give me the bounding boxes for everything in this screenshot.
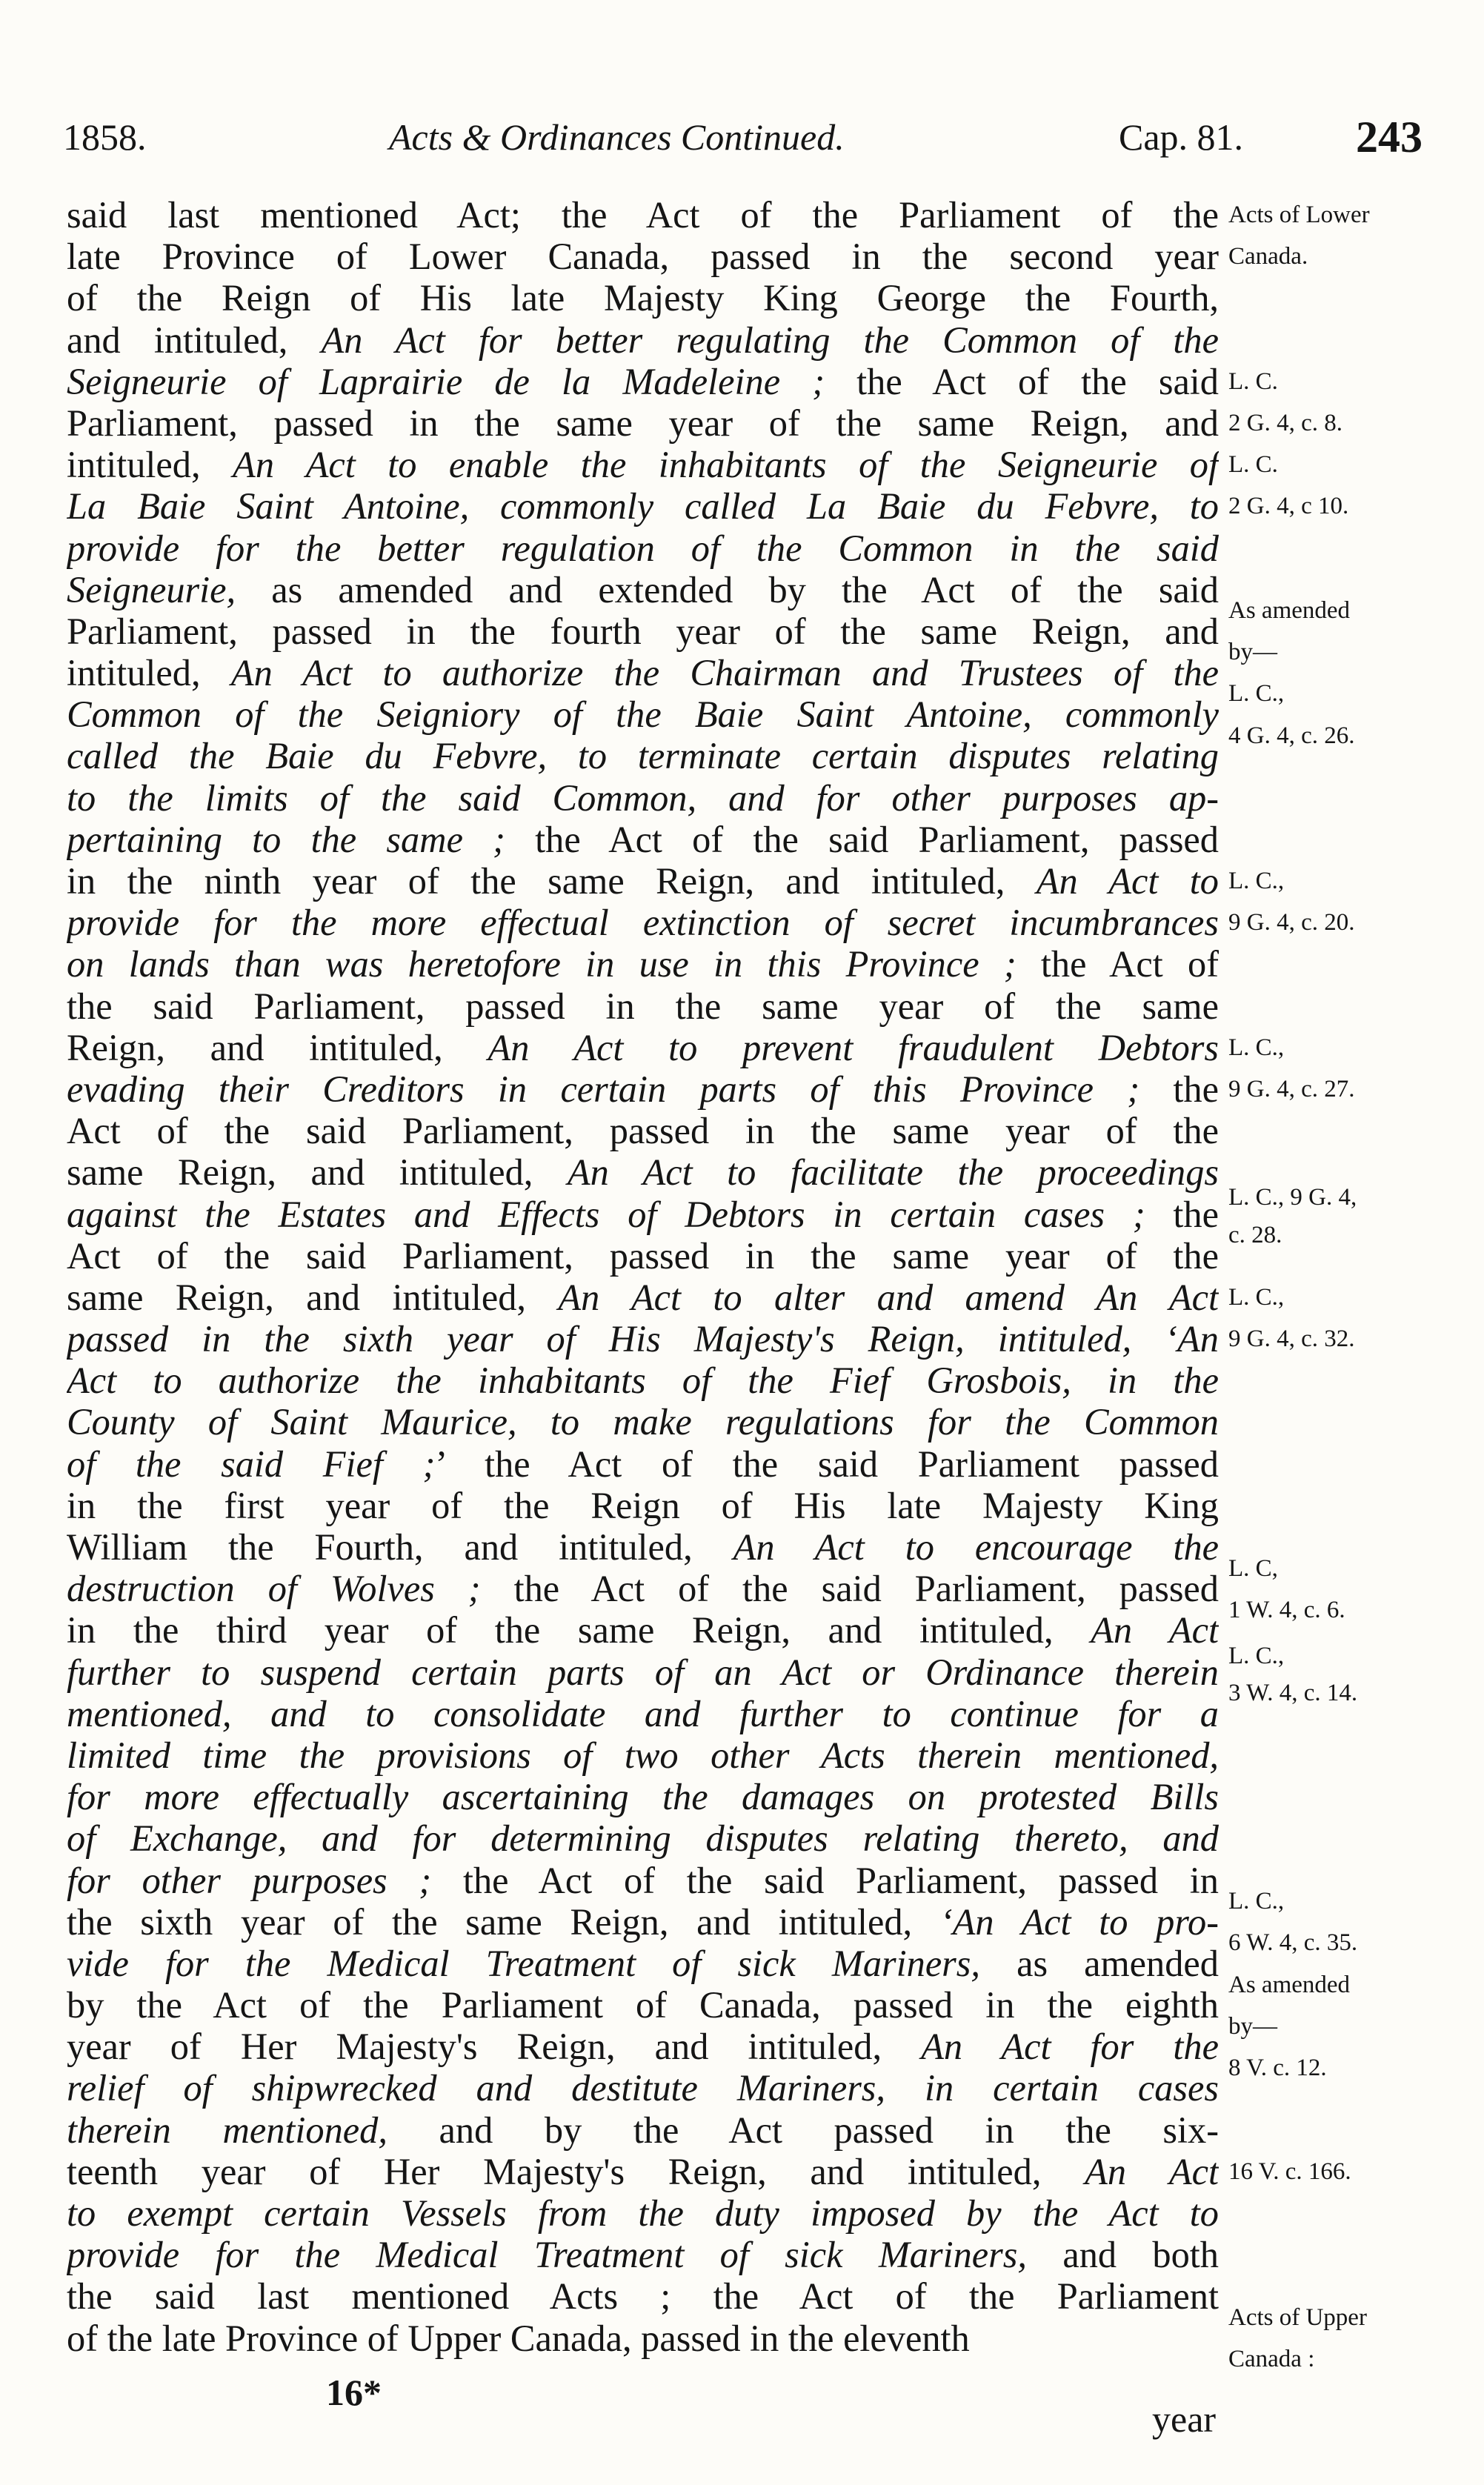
text-span: said last mentioned Act; the Act of the Parliament of the — [67, 194, 1219, 236]
text-span: in the ninth year of the same Reign, and intituled, — [67, 860, 1037, 902]
text-line — [67, 860, 1219, 902]
margin-note: by— — [1228, 639, 1277, 666]
margin-note: L. C., 9 G. 4, — [1228, 1184, 1357, 1211]
margin-note: c. 28. — [1228, 1221, 1282, 1248]
italic-text: against the Estates and Effects of Debtors in certain cases ; — [67, 1193, 1145, 1235]
text-line — [67, 1485, 1219, 1526]
italic-text: An Act to — [1036, 860, 1219, 902]
margin-note: 3 W. 4, c. 14. — [1228, 1680, 1358, 1707]
text-line — [67, 319, 1219, 361]
text-span: as amended — [980, 1942, 1219, 1984]
italic-text: An Act to prevent fraudulent Debtors — [488, 1026, 1219, 1068]
text-line — [67, 1817, 1219, 1859]
italic-text: to the limits of the said Common, and for other purposes ap- — [67, 776, 1219, 819]
italic-text: provide for the more effectual extinction of secret incumbrances — [67, 902, 1219, 944]
text-span: intituled, — [67, 652, 231, 694]
margin-note: L. C, — [1228, 1554, 1278, 1582]
italic-text: An Act to encourage the — [733, 1526, 1219, 1568]
text-line — [67, 444, 1219, 485]
text-line — [67, 1943, 1219, 1984]
italic-text: for more effectually ascertaining the damages on protested Bills — [67, 1776, 1219, 1818]
margin-note: L. C. — [1228, 367, 1278, 395]
text-line — [67, 819, 1219, 860]
text-line — [67, 1526, 1219, 1568]
header-year: 1858. — [63, 116, 147, 158]
text-span: year of Her Majesty's Reign, and intituled, — [67, 2026, 922, 2068]
text-span: Parliament, passed in the fourth year of the same Reign, and — [67, 610, 1219, 652]
text-span: and both — [1027, 2234, 1219, 2276]
text-line — [67, 1901, 1219, 1943]
italic-text: of Exchange, and for determining disputes relating thereto, and — [67, 1817, 1219, 1860]
italic-text: for other purposes ; — [67, 1859, 432, 1901]
text-line — [67, 1860, 1219, 1901]
text-line — [67, 361, 1219, 402]
italic-text: therein mentioned, — [67, 2109, 387, 2151]
italic-text: An Act for better regulating the Common of the — [321, 319, 1219, 361]
text-line — [67, 2192, 1219, 2234]
margin-note: L. C. — [1228, 451, 1278, 479]
page-number: 243 — [1356, 113, 1423, 162]
catchword: year — [1152, 2398, 1217, 2440]
text-line — [67, 1568, 1219, 1609]
text-line — [67, 1194, 1219, 1235]
italic-text: ‘An Act to pro- — [939, 1900, 1219, 1943]
running-header — [63, 111, 1423, 163]
text-line — [67, 1776, 1219, 1817]
text-span: the said last mentioned Acts ; the Act of the Parliament — [67, 2275, 1219, 2318]
text-line — [67, 1651, 1219, 1693]
text-span: and by the Act passed in the six- — [387, 2109, 1219, 2151]
italic-text: An Act — [1085, 2150, 1219, 2192]
text-line — [67, 1693, 1219, 1734]
italic-text: An Act to facilitate the proceedings — [567, 1151, 1219, 1194]
text-line — [67, 611, 1219, 652]
text-span: the — [1145, 1193, 1219, 1235]
text-span: the sixth year of the same Reign, and intituled, — [67, 1900, 940, 1943]
text-span: the — [1139, 1068, 1219, 1110]
italic-text: County of Saint Maurice, to make regulations for the Common — [67, 1401, 1219, 1443]
italic-text: further to suspend certain parts of an Act or Ordinance therein — [67, 1651, 1219, 1693]
margin-note: As amended — [1228, 1971, 1351, 1998]
text-line — [67, 1443, 1219, 1485]
text-line — [67, 1235, 1219, 1277]
italic-text: An Act to alter and amend An Act — [558, 1276, 1219, 1318]
italic-text: Common of the Seigniory of the Baie Saint Antoine, commonly — [67, 693, 1219, 736]
text-line — [67, 1068, 1219, 1110]
text-span: late Province of Lower Canada, passed in the second year — [67, 236, 1219, 278]
margin-note: 9 G. 4, c. 27. — [1228, 1076, 1355, 1103]
text-line — [67, 528, 1219, 569]
italic-text: Act to authorize the inhabitants of the Fief Grosbois, in the — [67, 1360, 1219, 1402]
text-line — [67, 1734, 1219, 1776]
text-line — [67, 902, 1219, 943]
text-span: William the Fourth, and intituled, — [67, 1526, 733, 1568]
italic-text: evading their Creditors in certain parts of this Province ; — [67, 1068, 1140, 1110]
text-span: Act of the said Parliament, passed in the same year of the — [67, 1110, 1219, 1152]
italic-text: passed in the sixth year of His Majesty's Reign, intituled, ‘An — [67, 1318, 1219, 1360]
italic-text: mentioned, and to consolidate and further to continue for a — [67, 1692, 1219, 1734]
text-line — [67, 402, 1219, 444]
text-line — [67, 2275, 1219, 2317]
text-span: of the late Province of Upper Canada, passed in the eleventh — [67, 2317, 970, 2359]
text-line — [67, 2026, 1219, 2067]
text-span: ’ the Act of the said Parliament passed — [435, 1443, 1219, 1485]
margin-note: L. C., — [1228, 680, 1285, 708]
margin-note: L. C., — [1228, 1888, 1285, 1915]
text-span: the Act of the said Parliament, passed — [480, 1568, 1219, 1610]
margin-note: 9 G. 4, c. 20. — [1228, 909, 1355, 937]
text-span: Parliament, passed in the same year of the same Reign, and — [67, 402, 1219, 444]
text-span: in the third year of the same Reign, and intituled, — [67, 1609, 1091, 1651]
margin-note: Acts of Lower — [1228, 202, 1370, 228]
margin-note: 16 V. c. 166. — [1228, 2158, 1351, 2186]
text-line — [67, 652, 1219, 693]
italic-text: on lands than was heretofore in use in this Province ; — [67, 943, 1016, 985]
italic-text: called the Baie du Febvre, to terminate certain disputes relating — [67, 735, 1219, 777]
text-line — [67, 2234, 1219, 2275]
italic-text: An Act for the — [921, 2026, 1219, 2068]
margin-note: 6 W. 4, c. 35. — [1228, 1929, 1358, 1957]
text-line — [67, 1360, 1219, 1401]
text-line — [67, 1277, 1219, 1318]
text-span: Reign, and intituled, — [67, 1026, 488, 1068]
italic-text: Seigneurie of Laprairie de la Madeleine ; — [67, 360, 825, 402]
text-line — [67, 1110, 1219, 1151]
italic-text: to exempt certain Vessels from the duty imposed by the Act to — [67, 2192, 1219, 2234]
text-line — [67, 985, 1219, 1027]
text-line — [67, 1401, 1219, 1443]
text-span: of the Reign of His late Majesty King George the Fourth, — [67, 277, 1219, 319]
text-line — [67, 194, 1219, 236]
italic-text: An Act — [1091, 1609, 1219, 1651]
italic-text: of the said Fief ; — [67, 1443, 436, 1485]
text-span: same Reign, and intituled, — [67, 1151, 568, 1194]
margin-note: 4 G. 4, c. 26. — [1228, 722, 1355, 749]
text-span: by the Act of the Parliament of Canada, passed in the eighth — [67, 1984, 1219, 2026]
margin-note: 1 W. 4, c. 6. — [1228, 1596, 1345, 1623]
italic-text: destruction of Wolves ; — [67, 1568, 481, 1610]
text-line — [67, 2109, 1219, 2151]
italic-text: An Act to authorize the Chairman and Trustees of the — [230, 652, 1219, 694]
italic-text: Seigneurie, — [67, 568, 236, 611]
text-line — [67, 1609, 1219, 1651]
text-span: same Reign, and intituled, — [67, 1276, 559, 1318]
text-line — [67, 1151, 1219, 1193]
text-line — [67, 277, 1219, 319]
margin-note: L. C., — [1228, 1034, 1285, 1061]
text-span: in the first year of the Reign of His late Majesty King — [67, 1484, 1219, 1526]
text-line — [67, 485, 1219, 527]
header-chapter: Cap. 81. — [1119, 116, 1244, 158]
text-span: the said Parliament, passed in the same year of the same — [67, 985, 1219, 1027]
text-line — [67, 943, 1219, 985]
text-span: the Act of — [1016, 943, 1219, 985]
text-line — [67, 569, 1219, 611]
margin-note: 9 G. 4, c. 32. — [1228, 1325, 1355, 1353]
italic-text: relief of shipwrecked and destitute Mariners, in certain cases — [67, 2067, 1219, 2109]
margin-note: L. C., — [1228, 1642, 1285, 1669]
text-line — [67, 236, 1219, 277]
text-span: the Act of the said Parliament, passed in — [431, 1859, 1219, 1901]
text-span: as amended and extended by the Act of the said — [236, 568, 1219, 611]
italic-text: La Baie Saint Antoine, commonly called La Baie du Febvre, to — [67, 485, 1219, 528]
italic-text: vide for the Medical Treatment of sick Mariners, — [67, 1942, 981, 1984]
italic-text: provide for the Medical Treatment of sick Mariners, — [67, 2234, 1027, 2276]
text-span: the Act of the said Parliament, passed — [505, 818, 1219, 860]
italic-text: An Act to enable the inhabitants of the Seigneurie of — [233, 444, 1219, 486]
margin-note: 2 G. 4, c. 8. — [1228, 410, 1342, 436]
italic-text: provide for the better regulation of the Common in the said — [67, 527, 1219, 569]
margin-note: 2 G. 4, c 10. — [1228, 493, 1349, 520]
body-text — [67, 194, 1219, 2359]
text-span: teenth year of Her Majesty's Reign, and intituled, — [67, 2150, 1085, 2192]
text-line — [67, 2067, 1219, 2109]
margin-note: Canada : — [1228, 2346, 1315, 2373]
margin-note: by— — [1228, 2012, 1277, 2040]
margin-note: Canada. — [1228, 243, 1308, 270]
text-span: Act of the said Parliament, passed in the same year of the — [67, 1234, 1219, 1277]
text-line — [67, 2151, 1219, 2192]
text-line — [67, 2318, 1219, 2359]
text-line — [67, 1984, 1219, 2026]
italic-text: pertaining to the same ; — [67, 818, 505, 860]
margin-note: As amended — [1228, 596, 1351, 624]
text-line — [67, 693, 1219, 735]
italic-text: limited time the provisions of two other Acts therein mentioned, — [67, 1734, 1219, 1776]
margin-note: Acts of Upper — [1228, 2304, 1367, 2332]
header-title: Acts & Ordinances Continued. — [389, 116, 845, 158]
margin-note: L. C., — [1228, 1284, 1285, 1311]
text-span: intituled, — [67, 444, 233, 486]
text-line — [67, 1027, 1219, 1068]
margin-note: L. C., — [1228, 868, 1285, 895]
signature-mark: 16* — [326, 2372, 382, 2413]
text-line — [67, 1318, 1219, 1360]
text-span: the Act of the said — [825, 360, 1219, 402]
text-line — [67, 777, 1219, 819]
margin-note: 8 V. c. 12. — [1228, 2054, 1327, 2081]
text-line — [67, 735, 1219, 776]
text-span: and intituled, — [67, 319, 322, 361]
